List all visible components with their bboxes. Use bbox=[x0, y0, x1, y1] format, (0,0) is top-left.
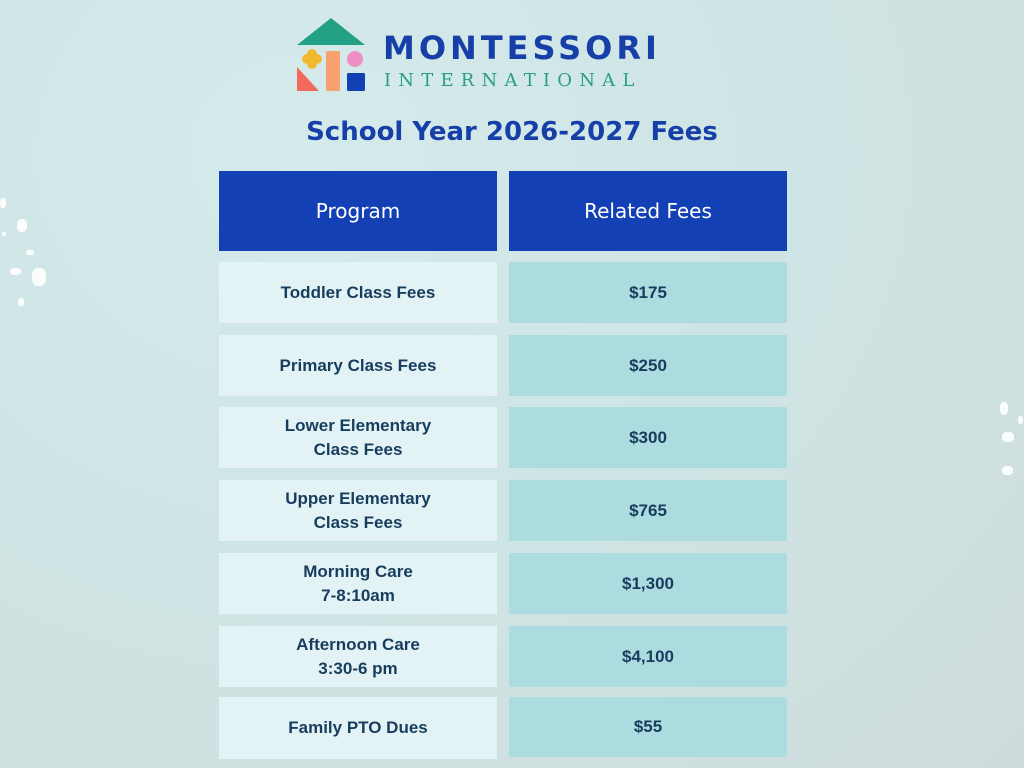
house-blocks-logo-icon bbox=[295, 17, 367, 93]
program-name: Primary Class Fees bbox=[279, 355, 437, 375]
table-row-program bbox=[219, 480, 497, 541]
program-name-line2: 7-8:10am bbox=[321, 585, 395, 605]
program-name: Toddler Class Fees bbox=[280, 282, 436, 302]
fee-value: $55 bbox=[633, 717, 663, 736]
table-row-fee bbox=[509, 697, 787, 757]
page-title: School Year 2026-2027 Fees bbox=[306, 117, 718, 147]
header-related-fees bbox=[509, 171, 787, 251]
program-name-line2: Class Fees bbox=[313, 512, 403, 532]
table-row-fee bbox=[509, 626, 787, 687]
fee-value: $765 bbox=[629, 500, 667, 520]
fee-value: $250 bbox=[629, 355, 667, 375]
table-row-program bbox=[219, 335, 497, 396]
table-row-program bbox=[219, 262, 497, 323]
table-row-program bbox=[219, 697, 497, 759]
fee-value: $4,100 bbox=[622, 646, 674, 666]
fee-value: $1,300 bbox=[622, 573, 674, 593]
brand-subtitle: INTERNATIONAL bbox=[384, 70, 642, 91]
table-row-program bbox=[219, 626, 497, 687]
table-row-fee bbox=[509, 480, 787, 541]
table-row-fee bbox=[509, 407, 787, 468]
header-program-label: Program bbox=[315, 199, 401, 223]
table-row-program bbox=[219, 407, 497, 468]
table-row-fee bbox=[509, 262, 787, 323]
header-program bbox=[219, 171, 497, 251]
table-row-fee bbox=[509, 553, 787, 614]
fee-value: $175 bbox=[629, 282, 667, 302]
program-name: Morning Care bbox=[303, 561, 413, 581]
header-fees-label: Related Fees bbox=[584, 199, 712, 223]
table-row-fee bbox=[509, 335, 787, 396]
program-name: Lower Elementary bbox=[284, 415, 432, 435]
brand-name: MONTESSORI bbox=[383, 29, 661, 67]
program-name-line2: 3:30-6 pm bbox=[318, 658, 398, 678]
fee-value: $300 bbox=[629, 427, 667, 447]
program-name: Afternoon Care bbox=[296, 634, 420, 654]
program-name-line2: Class Fees bbox=[313, 439, 403, 459]
table-row-program bbox=[219, 553, 497, 614]
program-name: Upper Elementary bbox=[285, 488, 431, 508]
program-name: Family PTO Dues bbox=[288, 718, 428, 737]
